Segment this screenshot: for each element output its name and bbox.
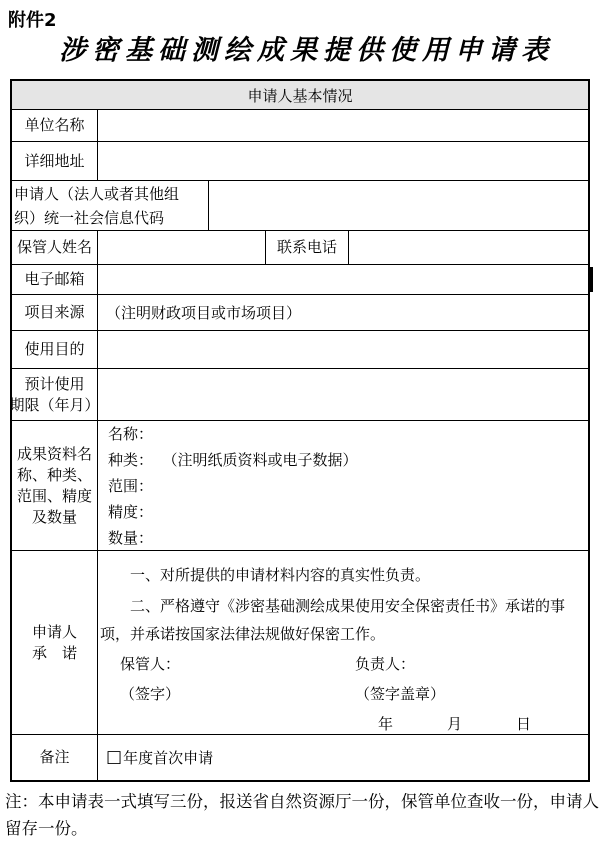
attachment-label: 附件2 xyxy=(8,10,57,31)
materials-label-line1: 成果资料名 xyxy=(16,444,92,463)
date-month-label: 月 xyxy=(446,715,462,733)
commitment-label-line2: 承 诺 xyxy=(31,643,77,662)
duration-field xyxy=(98,369,588,420)
duration-label-line2: 期限（年月） xyxy=(9,395,100,414)
application-form-table xyxy=(10,79,590,782)
row-address xyxy=(12,142,588,181)
credit-code-field xyxy=(209,181,588,230)
materials-quantity-line: 数量： xyxy=(108,528,154,547)
custodian-sign-label: 保管人： xyxy=(120,655,181,673)
first-annual-application-label: 年度首次申请 xyxy=(123,749,214,767)
responsible-sign-note: （签字盖章） xyxy=(355,685,446,703)
row-unit-name xyxy=(12,110,588,142)
date-year-label: 年 xyxy=(377,715,393,733)
materials-label-line4: 及数量 xyxy=(31,507,77,526)
materials-precision-line: 精度： xyxy=(108,502,154,521)
row-materials xyxy=(12,421,588,551)
email-field xyxy=(98,265,588,294)
row-commitment xyxy=(12,551,588,735)
materials-label-line2: 称、种类、 xyxy=(16,465,92,484)
materials-label xyxy=(12,421,98,550)
project-source-label: 项目来源 xyxy=(12,295,98,330)
page-title: 涉密基础测绘成果提供使用申请表 xyxy=(59,35,554,66)
responsible-sign-label: 负责人： xyxy=(355,655,416,673)
materials-field xyxy=(98,421,588,550)
commitment-field xyxy=(98,551,588,734)
purpose-label: 使用目的 xyxy=(12,331,98,368)
email-label: 电子邮箱 xyxy=(12,265,98,294)
contact-phone-label: 联系电话 xyxy=(266,231,349,264)
sign-notes-row xyxy=(100,681,586,708)
footnote: 注：本申请表一式填写三份，报送省自然资源厅一份，保管单位查收一份，申请人留存一份。 xyxy=(5,792,599,838)
sign-labels-row xyxy=(100,651,586,678)
commitment-label-line1: 申请人 xyxy=(31,622,77,641)
row-custodian xyxy=(12,231,588,265)
unit-name-field xyxy=(98,110,588,141)
remarks-label: 备注 xyxy=(12,735,98,780)
custodian-sign-note: （签字） xyxy=(120,685,181,703)
credit-code-label-line1: 申请人（法人或者其他组 xyxy=(14,184,180,203)
date-day-label: 日 xyxy=(515,715,531,733)
custodian-name-field xyxy=(98,231,266,264)
materials-type-line: 种类： （注明纸质资料或电子数据） xyxy=(108,450,358,469)
materials-name-line: 名称： xyxy=(108,424,154,443)
checkbox-unchecked-icon: □ xyxy=(106,747,123,767)
commitment-label xyxy=(12,551,98,734)
commitment-clause-1: 一、对所提供的申请材料内容的真实性负责。 xyxy=(130,566,431,584)
date-row xyxy=(100,711,586,738)
credit-code-label-line2: 织）统一社会信息代码 xyxy=(14,208,165,227)
purpose-field xyxy=(98,331,588,368)
custodian-name-label: 保管人姓名 xyxy=(12,231,98,264)
row-email xyxy=(12,265,588,295)
duration-label-line1: 预计使用 xyxy=(24,374,85,393)
materials-label-line3: 范围、精度 xyxy=(16,486,92,505)
row-duration xyxy=(9,369,588,421)
address-label: 详细地址 xyxy=(12,142,98,180)
address-field xyxy=(98,142,588,180)
project-source-field: （注明财政项目或市场项目） xyxy=(106,304,302,322)
remarks-field xyxy=(98,735,588,780)
commitment-clause-2: 二、严格遵守《涉密基础测绘成果使用安全保密责任书》承诺的事项，并承诺按国家法律法规做好保密工作。 xyxy=(100,597,566,643)
unit-name-label: 单位名称 xyxy=(12,110,98,141)
scan-artifact-mark xyxy=(588,267,593,292)
row-purpose xyxy=(12,331,588,369)
contact-phone-field xyxy=(349,231,588,264)
table-header-row xyxy=(12,81,588,110)
row-project-source xyxy=(12,295,588,331)
credit-code-label xyxy=(12,181,209,230)
row-credit-code xyxy=(12,181,588,231)
duration-label xyxy=(9,369,100,420)
table-header: 申请人基本情况 xyxy=(12,81,588,109)
materials-scope-line: 范围： xyxy=(108,476,154,495)
row-remarks xyxy=(12,735,588,780)
